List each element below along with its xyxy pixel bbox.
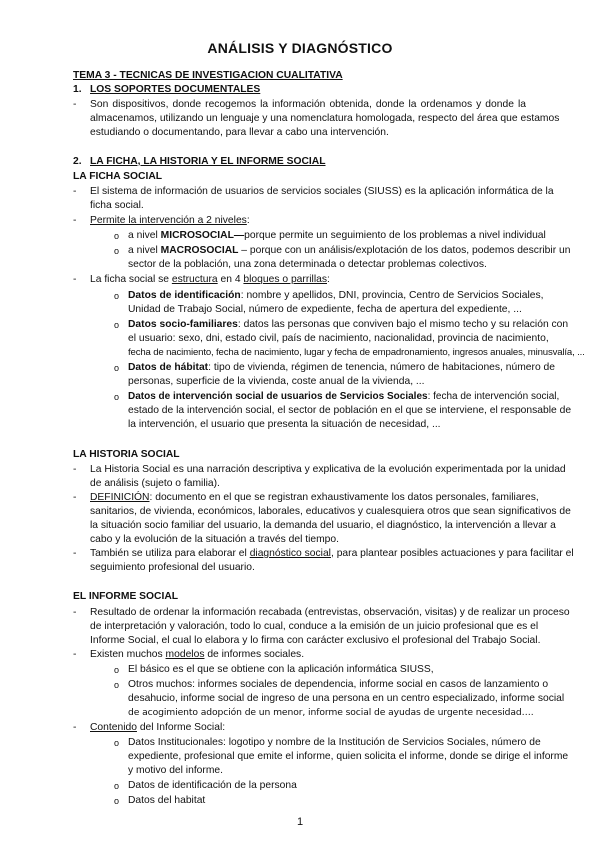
bullet-item-line: fecha de nacimiento, fecha de nacimiento, lugar y fecha de empadronamiento, ingresos anuales, minusvalía, ...: [128, 347, 585, 358]
bullet-marker: o: [114, 231, 120, 241]
paragraph-line: almacenamos, utilizando un lenguaje y una nomenclatura homologada, respecto del área que estamos: [90, 113, 560, 124]
paragraph-line: estudiando o documentando, para llevar a cabo una intervención.: [90, 127, 389, 138]
section-1-heading: LOS SOPORTES DOCUMENTALES: [90, 84, 261, 95]
informe-social-heading: EL INFORME SOCIAL: [73, 591, 179, 602]
dash-marker: -: [73, 548, 77, 559]
bullet-item: Datos socio-familiares: datos las personas que conviven bajo el mismo techo y su relación con: [128, 319, 569, 330]
bullet-item-line: y motivo del informe.: [128, 765, 223, 776]
paragraph-line: de interpretación y valoración, todo lo cual, conduce a la emisión de un juicio profesional que es el: [90, 621, 539, 632]
bullet-item: Datos de identificación: nombre y apellidos, DNI, provincia, Centro de Servicios Sociales,: [128, 290, 544, 301]
paragraph-line: sanitarios, de vivienda, económicos, laborales, educativos y cualesquiera otros que sean significativos de: [90, 506, 571, 517]
section-2-number: 2.: [73, 156, 82, 167]
dash-marker: -: [73, 186, 77, 197]
dash-marker: -: [73, 215, 77, 226]
paragraph-line: de análisis (sujeto o familia).: [90, 478, 220, 489]
bullet-marker: o: [114, 738, 120, 748]
dash-marker: -: [73, 649, 77, 660]
bullet-item: a nivel MICROSOCIAL—porque permite un seguimiento de los problemas a nivel individual: [128, 230, 546, 241]
paragraph-line: También se utiliza para elaborar el diagnóstico social, para plantear posibles actuaciones y para facilitar el: [90, 548, 574, 559]
bullet-item-line: expediente, profesional que emite el informe, quien solicita el informe, donde se dirige el informe: [128, 751, 569, 762]
paragraph-line: Informe Social, el cual lo elabora y lo firma con carácter exclusivo el profesional del Trabajo Social.: [90, 635, 541, 646]
bullet-marker: o: [114, 246, 120, 256]
bullet-item: a nivel MACROSOCIAL – porque con un análisis/explotación de los datos, podemos describir un: [128, 245, 571, 256]
paragraph-line: cabo y la evolución de la situación a través del tiempo.: [90, 534, 339, 545]
bullet-item-line: sector de la población, una zona determinada o detectar problemas colectivos.: [128, 259, 487, 270]
bullet-item: El básico es el que se obtiene con la aplicación informática SIUSS,: [128, 664, 434, 675]
dash-marker: -: [73, 99, 77, 110]
paragraph-line: El sistema de información de usuarios de servicios sociales (SIUSS) es la aplicación informática de la: [90, 186, 554, 197]
paragraph-line: la situación socio familiar del usuario, la demanda del usuario, el diagnóstico, la intervención a llevar a: [90, 520, 556, 531]
bullet-item-line: estado de la intervención social, el sector de población en el que se interviene, el responsable de: [128, 405, 572, 416]
dash-marker: -: [73, 607, 77, 618]
bullet-item-line: la intervención, el usuario que presenta la situación de necesidad, ...: [128, 419, 441, 430]
paragraph-line: seguimiento profesional del usuario.: [90, 562, 255, 573]
bullet-marker: o: [114, 392, 120, 402]
topic-heading: TEMA 3 - TECNICAS DE INVESTIGACION CUALITATIVA: [73, 70, 343, 81]
bullet-item-line: Unidad de Trabajo Social, número de expediente, fecha de apertura del expediente, ...: [128, 304, 522, 315]
bullet-item-line: personas, superficie de la vivienda, coste anual de la vivienda, ...: [128, 376, 425, 387]
paragraph-line: La Historia Social es una narración descriptiva y explicativa de la evolución experimentada por la unidad: [90, 464, 566, 475]
dash-marker: -: [73, 492, 77, 503]
document-title: ANÁLISIS Y DIAGNÓSTICO: [207, 40, 393, 56]
bullet-marker: o: [114, 796, 120, 806]
bullet-item: Datos de hábitat: tipo de vivienda, régimen de tenencia, número de habitaciones, número de: [128, 362, 555, 373]
historia-social-heading: LA HISTORIA SOCIAL: [73, 449, 180, 460]
bullet-marker: o: [114, 680, 120, 690]
bullet-item-line: desahucio, informe social de ingreso de una persona en un centro especializado, informe social: [128, 693, 565, 704]
bullet-marker: o: [114, 781, 120, 791]
bullet-item: Datos del habitat: [128, 795, 206, 806]
paragraph-line: Contenido del Informe Social:: [90, 722, 226, 733]
bullet-marker: o: [114, 665, 120, 675]
paragraph-line: Resultado de ordenar la información recabada (entrevistas, observación, visitas) y de realizar un proceso: [90, 607, 570, 618]
paragraph-line: Permite la intervención a 2 niveles:: [90, 215, 250, 226]
paragraph-line: Son dispositivos, donde recogemos la información obtenida, donde la ordenamos y donde la: [90, 99, 526, 110]
bullet-item-line: el usuario: sexo, dni, estado civil, país de nacimiento, nacionalidad, provincia de nacimiento,: [128, 333, 549, 344]
bullet-marker: o: [114, 363, 120, 373]
paragraph-line: Existen muchos modelos de informes sociales.: [90, 649, 305, 660]
bullet-item: Datos Institucionales: logotipo y nombre de la Institución de Servicios Sociales, número de: [128, 737, 541, 748]
paragraph-line: ficha social.: [90, 200, 144, 211]
bullet-item: Otros muchos: informes sociales de dependencia, informe social en casos de lanzamiento o: [128, 679, 549, 690]
bullet-marker: o: [114, 320, 120, 330]
section-2-heading: LA FICHA, LA HISTORIA Y EL INFORME SOCIAL: [90, 156, 326, 167]
page-number: 1: [296, 816, 304, 828]
ficha-social-heading: LA FICHA SOCIAL: [73, 171, 163, 182]
bullet-item: Datos de intervención social de usuarios de Servicios Sociales: fecha de intervención social,: [128, 391, 560, 402]
bullet-marker: o: [114, 291, 120, 301]
bullet-item: Datos de identificación de la persona: [128, 780, 297, 791]
paragraph-line: DEFINICIÓN: documento en el que se registran exhaustivamente los datos personales, familiares,: [90, 492, 539, 503]
section-1-number: 1.: [73, 84, 82, 95]
bullet-item-line: de acogimiento adopción de un menor, informe social de ayudas de urgente necesidad….: [128, 707, 534, 718]
paragraph-line: La ficha social se estructura en 4 bloques o parrillas:: [90, 274, 330, 285]
dash-marker: -: [73, 274, 77, 285]
dash-marker: -: [73, 464, 77, 475]
dash-marker: -: [73, 722, 77, 733]
